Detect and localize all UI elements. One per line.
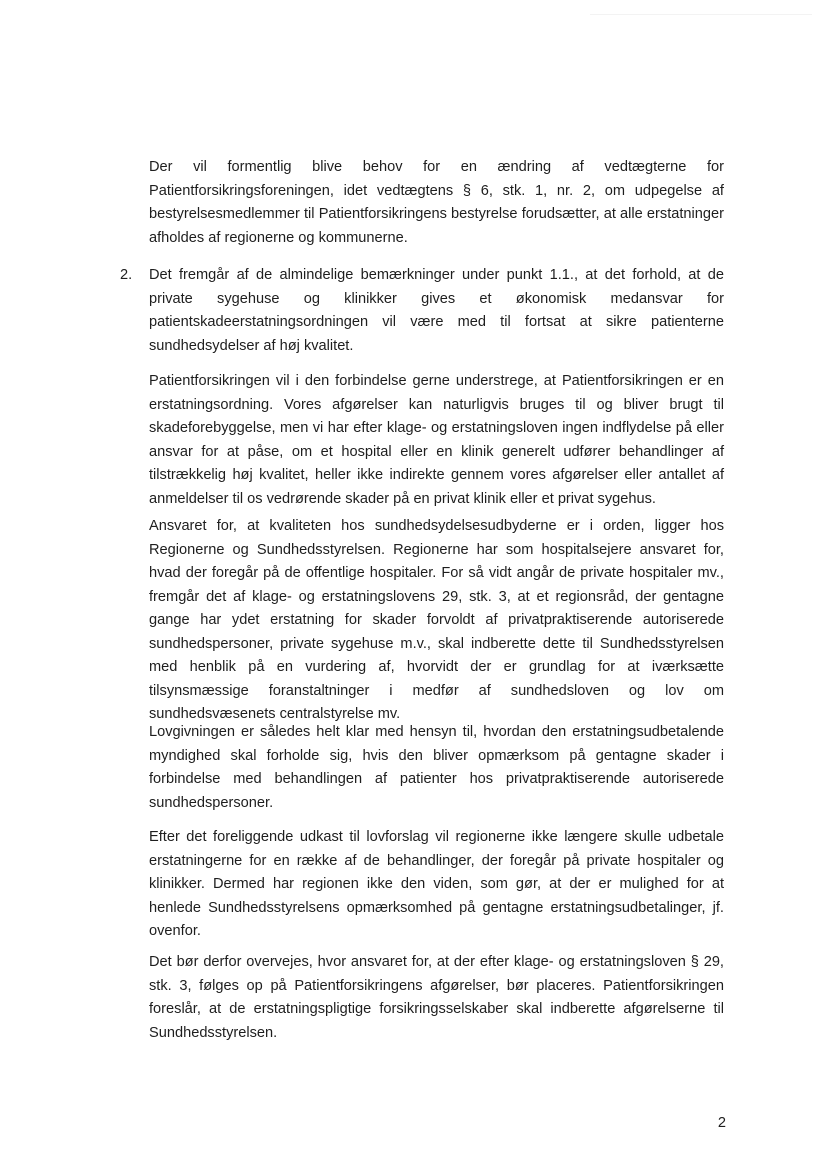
paragraph-overvejes: Det bør derfor overvejes, hvor ansvaret for, at der efter klage- og erstatningsloven § 29, stk. 3, følges op på Patientforsikringens afgørelser, bør placeres. Patientforsikringen foreslår, at de erstatningspligtige forsikringsselskaber skal indberette afgørelserne til Sundhedsstyrelsen. <box>149 954 724 1041</box>
paragraph-erstatningsordning: Patientforsikringen vil i den forbindelse gerne understrege, at Patientforsikringen er en erstatningsordning. Vores afgørelser kan naturligvis bruges til og bliver brugt til skadeforebyggelse, men vi har efter klage- og erstatningsloven ingen indflydelse på eller ansvar for at påse, om et hospital eller en klinik generelt udfører behandlinger af tilstrækkelig høj kvalitet, heller ikke indirekte gennem vores afgørelser eller antallet af anmeldelser til os vedrørende skader på en privat klinik eller et privat sygehus. <box>149 373 724 507</box>
paragraph-lovgivningen: Lovgivningen er således helt klar med hensyn til, hvordan den erstatningsudbetalende myndighed skal forholde sig, hvis den bliver opmærksom på gentagne skader i forbindelse med behandlingen af patienter hos privatpraktiserende autoriserede sundhedspersoner. <box>149 724 724 811</box>
paragraph-udkast: Efter det foreliggende udkast til lovforslag vil regionerne ikke længere skulle udbetale erstatningerne for en række af de behandlinger, der foregår på private hospitaler og klinikker. Dermed har regionen ikke den viden, som gør, at der er mulighed for at henlede Sundhedsstyrelsens opmærksomhed på gentagne erstatningsudbetalinger, jf. ovenfor. <box>149 829 724 939</box>
scan-edge-line <box>590 14 812 15</box>
paragraph-vedtaegter: Der vil formentlig blive behov for en ændring af vedtægterne for Patientforsikringsforeningen, idet vedtægtens § 6, stk. 1, nr. 2, om udpegelse af bestyrelsesmedlemmer til Patientforsikringens bestyrelse forudsætter, at alle erstatninger afholdes af regionerne og kommunerne. <box>149 159 724 246</box>
page-number: 2 <box>717 1115 726 1131</box>
paragraph-ansvaret: Ansvaret for, at kvaliteten hos sundhedsydelsesudbyderne er i orden, ligger hos Regionerne og Sundhedsstyrelsen. Regionerne har som hospitalsejere ansvaret for, hvad der foregår på de offentlige hospitaler. For så vidt angår de private hospitaler mv., fremgår det af klage- og erstatningslovens 29, stk. 3, at et regionsråd, der gentagne gange har ydet erstatning for skader forvoldt af privatpraktiserende autoriserede sundhedspersoner, private sygehuse m.v., skal indberette dette til Sundhedsstyrelsen med henblik på en vurdering af, hvorvidt der er grundlag for at iværksætte tilsynsmæssige foranstaltninger i medfør af sundhedsloven og lov om sundhedsvæsenets centralstyrelse mv. <box>149 518 724 722</box>
list-number: 2. <box>120 267 133 283</box>
paragraph-point-2: Det fremgår af de almindelige bemærkninger under punkt 1.1., at det forhold, at de private sygehuse og klinikker gives et økonomisk medansvar for patientskadeerstatningsordningen vil være med til fortsat at sikre patienterne sundhedsydelser af høj kvalitet. <box>149 267 724 354</box>
